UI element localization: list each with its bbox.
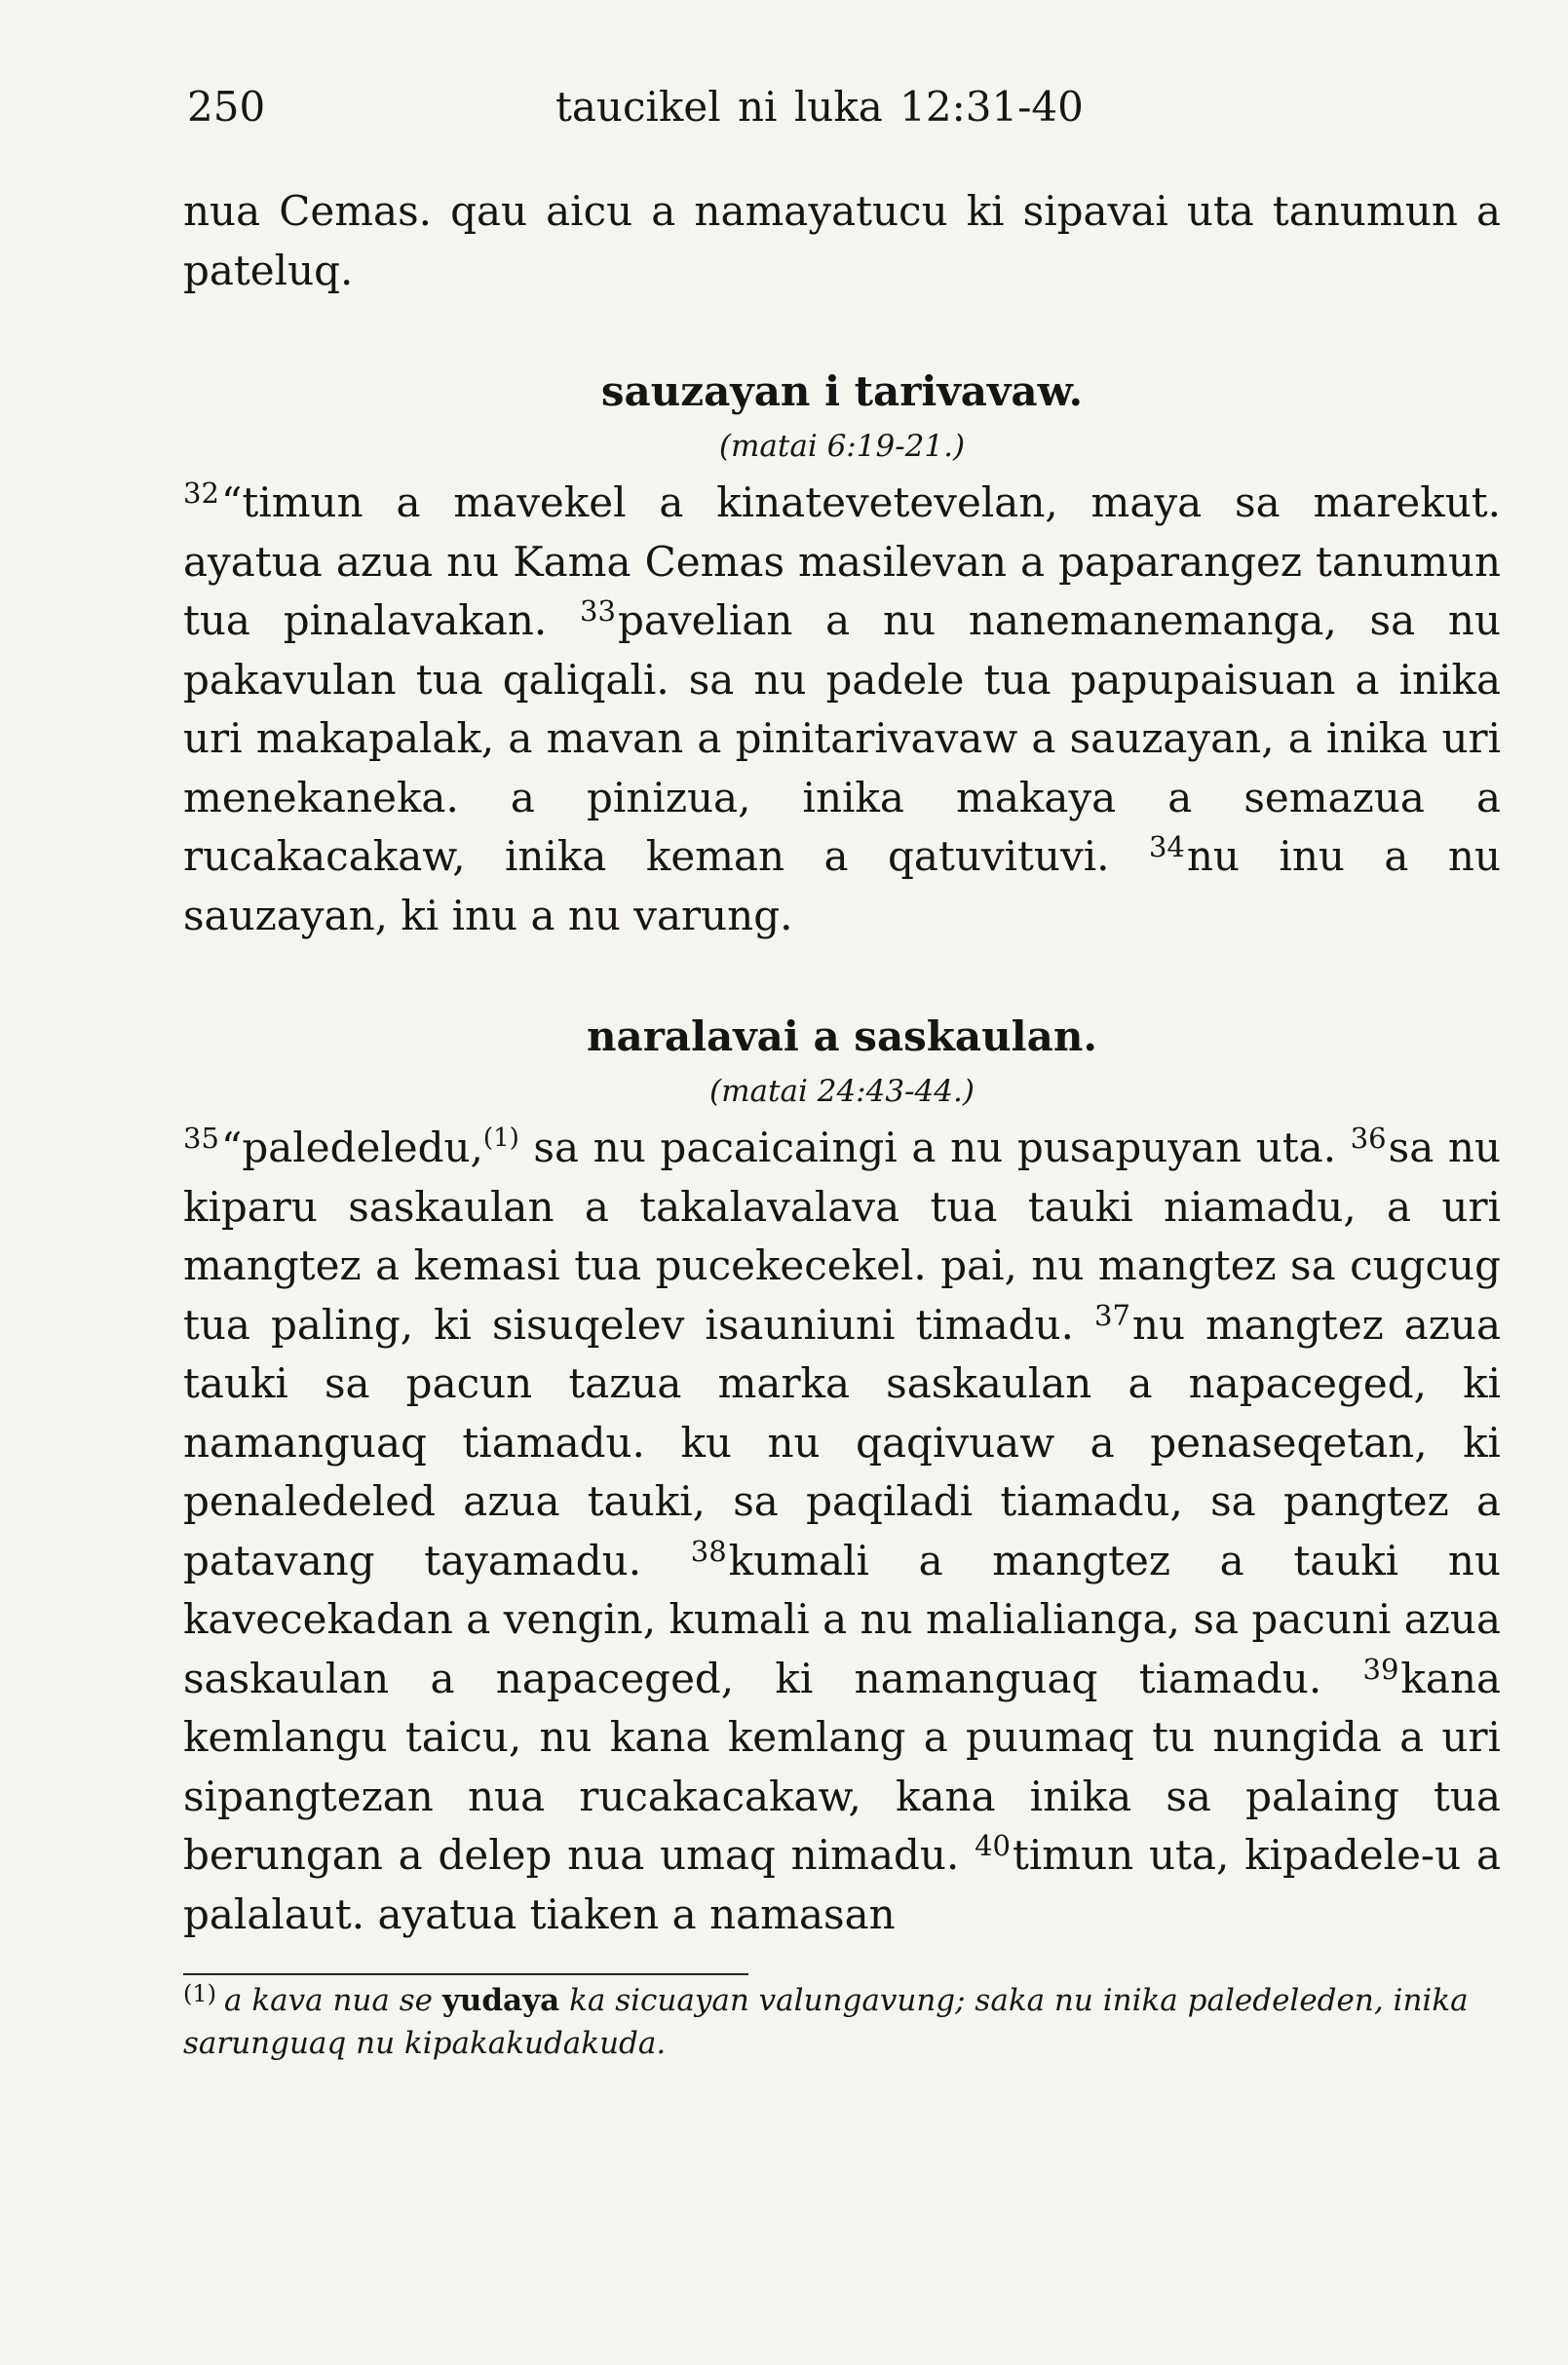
footnote-text: ka sicuayan valungavung; saka nu inika paledeleden, inika sarunguaq nu kipakakudakuda.: [183, 1983, 1469, 2061]
verse-text: nu inu a nu sauzayan, ki inu a nu varung.: [183, 832, 1502, 939]
footnote-text: a kava nua se: [224, 1983, 442, 2018]
verse-text: “paledeledu,: [220, 1124, 483, 1171]
verse-text: timun uta, kipadele-u a palalaut. ayatua tiaken a namasan: [183, 1831, 1501, 1938]
verse-text: nu mangtez azua tauki sa pacun tazua marka saskaulan a napaceged, ki namanguaq tiamadu. ku nu qaqivuaw a penaseqetan, ki penaledeled azua tauki, sa paqiladi tiamadu, sa pangtez a patavang tayamadu.: [183, 1300, 1501, 1584]
verse-number: 33: [580, 594, 616, 628]
footnote: [183, 1979, 1501, 2065]
spacer: [183, 300, 1501, 362]
page-header: [183, 68, 1501, 146]
verse-number: 36: [1350, 1122, 1387, 1155]
verse-text: “timun a mavekel a kinatevetevelan, maya sa marekut. ayatua azua nu Kama Cemas masilevan a paparangez tanumun tua pinalavakan.: [183, 478, 1501, 644]
section-title: sauzayan i tarivavaw.: [600, 367, 1084, 415]
verse-number: 39: [1362, 1652, 1399, 1686]
verse-number: 37: [1094, 1298, 1130, 1332]
running-title: taucikel ni luka 12:31-40: [555, 83, 1084, 131]
section-title: naralavai a saskaulan.: [587, 1012, 1097, 1060]
verse-text: kana kemlangu taicu, nu kana kemlang a puumaq tu nungida a uri sipangtezan nua rucakacakaw, kana inika sa palaing tua berungan a delep nua umaq nimadu.: [183, 1654, 1501, 1879]
section-paragraph: [183, 474, 1501, 945]
section-reference: (matai 24:43-44.): [709, 1074, 975, 1109]
opening-paragraph: nua Cemas. qau aicu a namayatucu ki sipavai uta tanumun a pateluq.: [183, 187, 1501, 294]
verse-text: sa nu kiparu saskaulan a takalavalava tua tauki niamadu, a uri mangtez a kemasi tua pucekecekel. pai, nu mangtez sa cugcug tua paling, ki sisuqelev isauniuni timadu.: [183, 1124, 1501, 1349]
verse-text: kumali a mangtez a tauki nu kavecekadan a vengin, kumali a nu malialianga, sa pacuni azua saskaulan a napaceged, ki namanguaq tiamadu.: [183, 1536, 1501, 1702]
section-paragraph: [183, 1119, 1501, 1944]
verse-number: 38: [690, 1534, 727, 1568]
footnote-number: (1): [183, 1980, 216, 2007]
verse-number: 32: [183, 477, 219, 510]
verse-number: 35: [183, 1122, 219, 1155]
verse-text: pavelian a nu nanemanemanga, sa nu pakavulan tua qaliqali. sa nu padele tua papupaisuan a inika uri makapalak, a mavan a pinitarivavaw a sauzayan, a inika uri menekaneka. a pinizua, inika makaya a semazua a rucakacakaw, inika keman a qatuvituvi.: [183, 596, 1502, 880]
spacer: [183, 945, 1501, 1008]
verse-number: 34: [1148, 830, 1185, 863]
footnote-emphasis: yudaya: [441, 1983, 560, 2018]
section-reference: (matai 6:19-21.): [718, 429, 966, 464]
footnote-divider: [183, 1973, 748, 1975]
page-number: 250: [187, 83, 266, 131]
verse-number: 40: [975, 1829, 1011, 1862]
verse-text: sa nu pacaicaingi a nu pusapuyan uta.: [518, 1124, 1337, 1171]
page: [183, 68, 1501, 2065]
footnote-marker: (1): [482, 1124, 519, 1153]
